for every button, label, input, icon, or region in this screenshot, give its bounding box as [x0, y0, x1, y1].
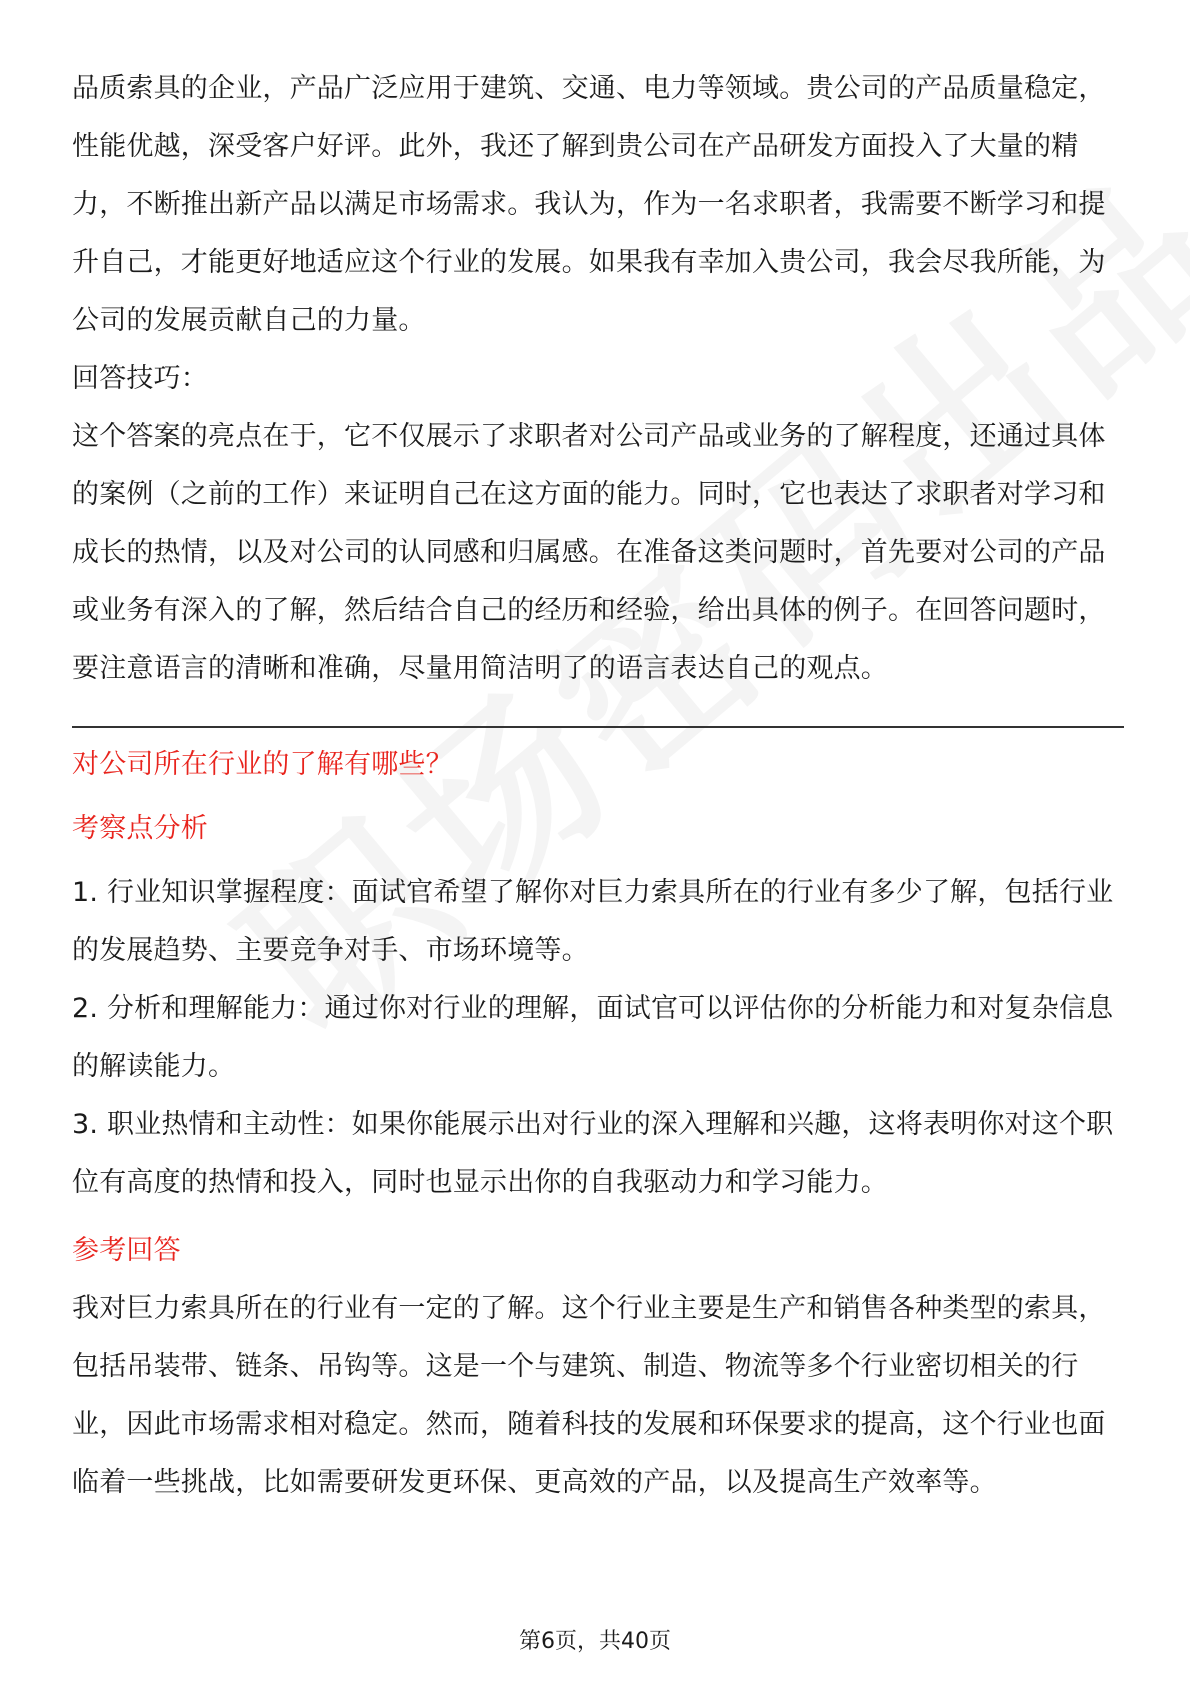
reference-heading: 参考回答 — [72, 1235, 181, 1266]
section-divider — [72, 726, 1124, 728]
document-body — [72, 60, 1124, 1512]
analysis-heading: 考察点分析 — [72, 813, 208, 844]
analysis-item: 3. 职业热情和主动性：如果你能展示出对行业的深入理解和兴趣，这将表明你对这个职位有高度的热情和投入，同时也显示出你的自我驱动力和学习能力。 — [72, 1109, 1114, 1198]
analysis-item: 1. 行业知识掌握程度：面试官希望了解你对巨力索具所在的行业有多少了解，包括行业的发展趋势、主要竞争对手、市场环境等。 — [72, 877, 1114, 966]
tips-text: 这个答案的亮点在于，它不仅展示了求职者对公司产品或业务的了解程度，还通过具体的案例（之前的工作）来证明自己在这方面的能力。同时，它也表达了求职者对学习和成长的热情，以及对公司的认同感和归属感。在准备这类问题时，首先要对公司的产品或业务有深入的了解，然后结合自己的经历和经验，给出具体的例子。在回答问题时，要注意语言的清晰和准确，尽量用简洁明了的语言表达自己的观点。 — [72, 421, 1106, 684]
reference-answer: 我对巨力索具所在的行业有一定的了解。这个行业主要是生产和销售各种类型的索具，包括吊装带、链条、吊钩等。这是一个与建筑、制造、物流等多个行业密切相关的行业，因此市场需求相对稳定。然而，随着科技的发展和环保要求的提高，这个行业也面临着一些挑战，比如需要研发更环保、更高效的产品，以及提高生产效率等。 — [72, 1293, 1106, 1498]
question-heading: 对公司所在行业的了解有哪些？ — [72, 749, 453, 780]
analysis-item: 2. 分析和理解能力：通过你对行业的理解，面试官可以评估你的分析能力和对复杂信息的解读能力。 — [72, 993, 1114, 1082]
answer-continuation: 品质索具的企业，产品广泛应用于建筑、交通、电力等领域。贵公司的产品质量稳定，性能优越，深受客户好评。此外，我还了解到贵公司在产品研发方面投入了大量的精力，不断推出新产品以满足市场需求。我认为，作为一名求职者，我需要不断学习和提升自己，才能更好地适应这个行业的发展。如果我有幸加入贵公司，我会尽我所能，为公司的发展贡献自己的力量。 — [72, 73, 1106, 336]
page-number: 第6页，共40页 — [519, 1629, 671, 1654]
tips-label: 回答技巧： — [72, 363, 208, 394]
